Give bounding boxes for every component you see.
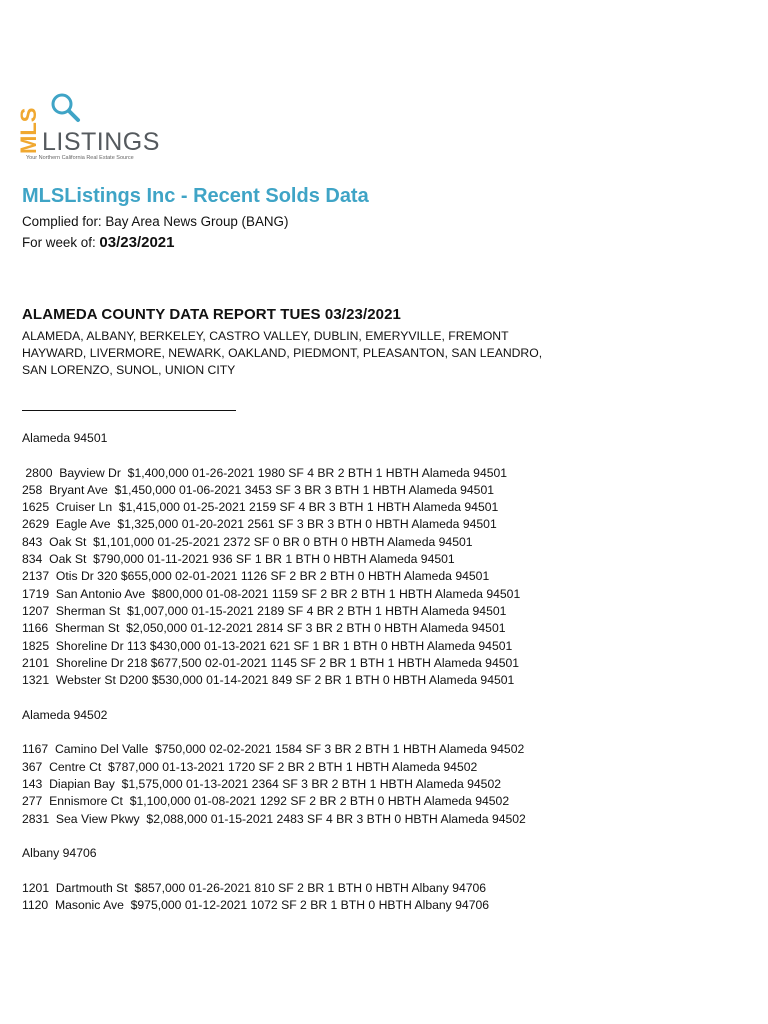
logo-wordmark: LISTINGS <box>42 128 160 156</box>
sale-record: 258 Bryant Ave $1,450,000 01-06-2021 3453 SF 3 BR 3 BTH 1 HBTH Alameda 94501 <box>22 482 495 497</box>
week-label: For week of: <box>22 235 100 250</box>
sale-record: 1625 Cruiser Ln $1,415,000 01-25-2021 2159 SF 4 BR 3 BTH 1 HBTH Alameda 94501 <box>22 500 499 515</box>
sales-records <box>22 430 752 914</box>
sale-record: 1166 Sherman St $2,050,000 01-12-2021 2814 SF 3 BR 2 BTH 0 HBTH Alameda 94501 <box>22 621 506 636</box>
sale-record: 367 Centre Ct $787,000 01-13-2021 1720 SF 2 BR 2 BTH 1 HBTH Alameda 94502 <box>22 759 478 774</box>
divider-line <box>22 410 236 411</box>
sale-record: 1201 Dartmouth St $857,000 01-26-2021 810 SF 2 BR 1 BTH 0 HBTH Albany 94706 <box>22 880 487 895</box>
sale-record: 1120 Masonic Ave $975,000 01-12-2021 1072 SF 2 BR 1 BTH 0 HBTH Albany 94706 <box>22 898 490 913</box>
sale-record: 843 Oak St $1,101,000 01-25-2021 2372 SF 0 BR 0 BTH 0 HBTH Alameda 94501 <box>22 534 473 549</box>
compiled-for: Complied for: Bay Area News Group (BANG) <box>22 214 289 229</box>
mlslistings-logo <box>16 92 162 166</box>
page-title: MLSListings Inc - Recent Solds Data <box>22 185 369 207</box>
week-date: 03/23/2021 <box>99 234 175 251</box>
logo-tagline: Your Northern California Real Estate Source <box>26 155 134 161</box>
group-header: Alameda 94502 <box>22 707 108 722</box>
report-title: ALAMEDA COUNTY DATA REPORT TUES 03/23/2021 <box>22 306 401 323</box>
sale-record: 1719 San Antonio Ave $800,000 01-08-2021 1159 SF 2 BR 2 BTH 1 HBTH Alameda 94501 <box>22 586 521 601</box>
sale-record: 1825 Shoreline Dr 113 $430,000 01-13-2021 621 SF 1 BR 1 BTH 0 HBTH Alameda 94501 <box>22 638 513 653</box>
sale-record: 834 Oak St $790,000 01-11-2021 936 SF 1 BR 1 BTH 0 HBTH Alameda 94501 <box>22 552 455 567</box>
sale-record: 2137 Otis Dr 320 $655,000 02-01-2021 1126 SF 2 BR 2 BTH 0 HBTH Alameda 94501 <box>22 569 490 584</box>
week-of <box>22 234 174 251</box>
sale-record: 2800 Bayview Dr $1,400,000 01-26-2021 1980 SF 4 BR 2 BTH 1 HBTH Alameda 94501 <box>22 465 508 480</box>
sale-record: 2101 Shoreline Dr 218 $677,500 02-01-2021 1145 SF 2 BR 1 BTH 1 HBTH Alameda 94501 <box>22 655 520 670</box>
sale-record: 1167 Camino Del Valle $750,000 02-02-2021 1584 SF 3 BR 2 BTH 1 HBTH Alameda 94502 <box>22 742 525 757</box>
group-header: Alameda 94501 <box>22 431 108 445</box>
sale-record: 1321 Webster St D200 $530,000 01-14-2021 849 SF 2 BR 1 BTH 0 HBTH Alameda 94501 <box>22 673 515 688</box>
sale-record: 2629 Eagle Ave $1,325,000 01-20-2021 2561 SF 3 BR 3 BTH 0 HBTH Alameda 94501 <box>22 517 497 532</box>
sale-record: 143 Diapian Bay $1,575,000 01-13-2021 2364 SF 3 BR 2 BTH 1 HBTH Alameda 94502 <box>22 776 502 791</box>
city-line: SAN LORENZO, SUNOL, UNION CITY <box>22 363 236 377</box>
group-header: Albany 94706 <box>22 846 97 861</box>
city-list <box>22 328 742 379</box>
sale-record: 277 Ennismore Ct $1,100,000 01-08-2021 1292 SF 2 BR 2 BTH 0 HBTH Alameda 94502 <box>22 794 510 809</box>
city-line: HAYWARD, LIVERMORE, NEWARK, OAKLAND, PIEDMONT, PLEASANTON, SAN LEANDRO, <box>22 346 543 360</box>
logo-vertical-letters: MLS <box>16 107 41 154</box>
sale-record: 2831 Sea View Pkwy $2,088,000 01-15-2021 2483 SF 4 BR 3 BTH 0 HBTH Alameda 94502 <box>22 811 526 826</box>
city-line: ALAMEDA, ALBANY, BERKELEY, CASTRO VALLEY, DUBLIN, EMERYVILLE, FREMONT <box>22 329 509 343</box>
sale-record: 1207 Sherman St $1,007,000 01-15-2021 2189 SF 4 BR 2 BTH 1 HBTH Alameda 94501 <box>22 603 507 618</box>
